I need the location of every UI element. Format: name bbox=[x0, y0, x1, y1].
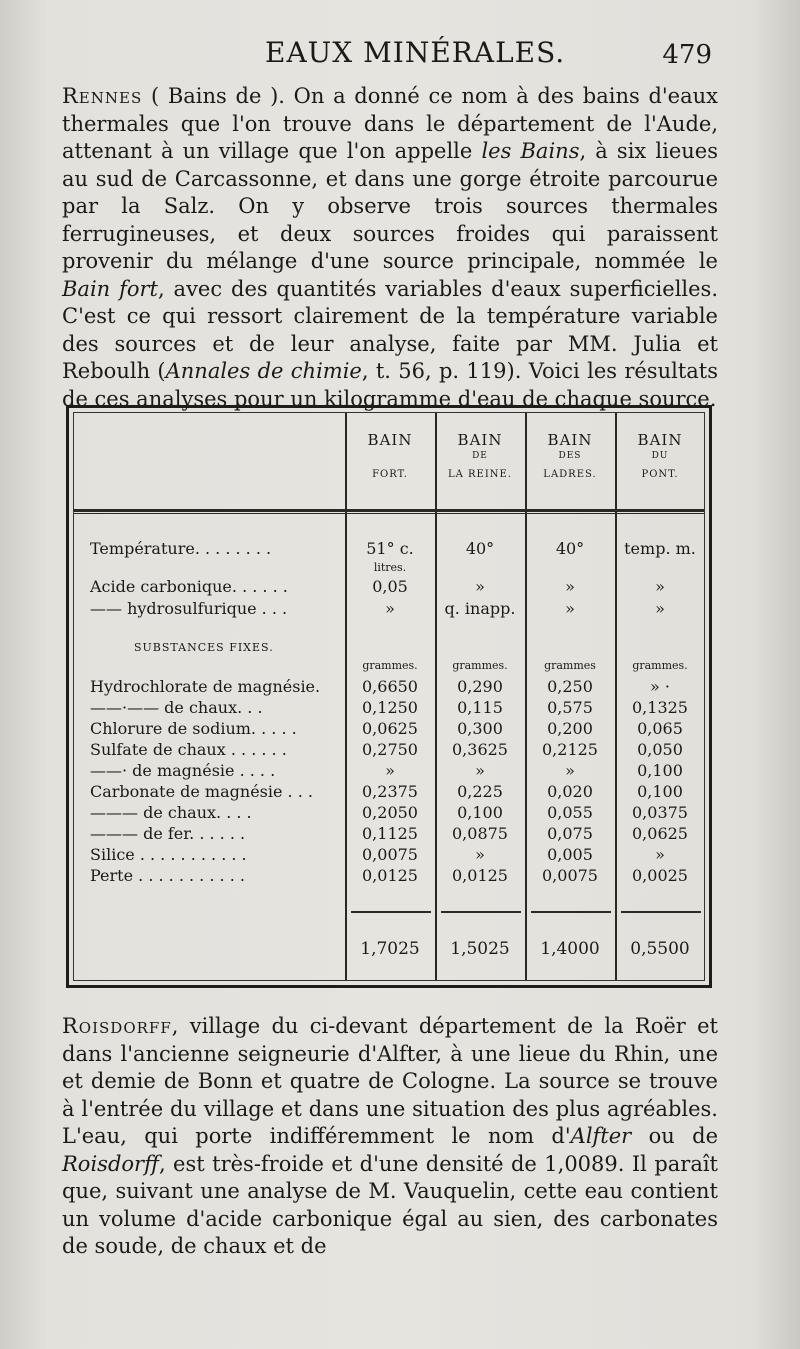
column-divider bbox=[345, 413, 347, 980]
entry-lead: Rennes bbox=[62, 84, 143, 108]
unit-label: grammes. bbox=[362, 659, 418, 672]
row-label: Sulfate de chaux . . . . . . bbox=[90, 740, 287, 759]
cell: » bbox=[565, 577, 575, 596]
cell: 0,200 bbox=[547, 719, 593, 738]
paragraph-roisdorff bbox=[62, 1013, 718, 1261]
column-divider bbox=[435, 413, 437, 980]
cell: 0,0125 bbox=[362, 866, 418, 885]
cell: 0,100 bbox=[637, 782, 683, 801]
cell: » bbox=[475, 577, 485, 596]
header-rule bbox=[74, 509, 704, 512]
row-label-hydrosulfurique: —— hydrosulfurique . . . bbox=[90, 599, 288, 618]
unit-label: grammes. bbox=[632, 659, 688, 672]
cell: 0,065 bbox=[637, 719, 683, 738]
sum-rule bbox=[531, 911, 611, 913]
row-label: ——— de fer. . . . . . bbox=[90, 824, 246, 843]
unit-label: litres. bbox=[373, 561, 407, 574]
row-label: ——— de chaux. . . . bbox=[90, 803, 252, 822]
cell: 0,020 bbox=[547, 782, 593, 801]
cell: 0,300 bbox=[457, 719, 503, 738]
italic-run: Annales de chimie bbox=[165, 359, 362, 383]
cell: 0,3625 bbox=[452, 740, 508, 759]
cell: 0,055 bbox=[547, 803, 593, 822]
cell: 0,005 bbox=[547, 845, 593, 864]
cell: 0,0125 bbox=[452, 866, 508, 885]
row-label: Carbonate de magnésie . . . bbox=[90, 782, 313, 801]
cell: » bbox=[655, 845, 665, 864]
cell: 0,2750 bbox=[362, 740, 418, 759]
text-run: , est très-froide et d'une densité de 1,0089. Il paraît que, suivant une analyse de M. Vauquelin, cette eau contient un volume d'acide carbonique égal au sien, des carbonates de soude, de chaux et de bbox=[62, 1151, 718, 1258]
cell: 40° bbox=[555, 539, 585, 558]
cell: 0,575 bbox=[547, 698, 593, 717]
text-run: , avec des quantités variables d'eaux superficielles. C'est ce qui ressort clairement de la température variable des sources et de leur analyse, faite par MM. Julia et Reboulh ( bbox=[62, 276, 719, 383]
cell: 0,2375 bbox=[362, 782, 418, 801]
cell: » bbox=[565, 761, 575, 780]
cell: » bbox=[475, 761, 485, 780]
cell: » bbox=[655, 599, 665, 618]
cell: temp. m. bbox=[624, 539, 696, 558]
analysis-table bbox=[66, 405, 712, 988]
row-label: Hydrochlorate de magnésie. bbox=[90, 677, 321, 696]
cell: 0,290 bbox=[457, 677, 503, 696]
page-title: EAUX MINÉRALES. bbox=[265, 36, 566, 69]
cell: » bbox=[655, 577, 665, 596]
cell: 0,115 bbox=[457, 698, 503, 717]
sum-rule bbox=[441, 911, 521, 913]
cell: 0,0375 bbox=[632, 803, 688, 822]
cell: 0,1250 bbox=[362, 698, 418, 717]
sum-rule bbox=[351, 911, 431, 913]
column-header-pont: BAIN DU PONT. bbox=[637, 431, 683, 480]
cell: » · bbox=[650, 677, 670, 696]
text-run: ( Bains de ). On a donné ce nom à des bains d'eaux thermales que l'on trouve dans le département de l'Aude, attenant à un village que l'on appelle bbox=[62, 84, 718, 163]
cell: 0,050 bbox=[637, 740, 683, 759]
cell: q. inapp. bbox=[444, 599, 516, 618]
cell: 0,0875 bbox=[452, 824, 508, 843]
unit-label: grammes bbox=[544, 659, 596, 672]
total-cell: 1,5025 bbox=[450, 939, 510, 959]
row-label-acide: Acide carbonique. . . . . . bbox=[90, 577, 288, 596]
sum-rule bbox=[621, 911, 701, 913]
cell: 0,6650 bbox=[362, 677, 418, 696]
italic-run: les Bains bbox=[481, 139, 580, 163]
column-header-fort: BAIN FORT. bbox=[367, 431, 413, 480]
section-heading: SUBSTANCES FIXES. bbox=[134, 641, 274, 654]
cell: 0,0075 bbox=[542, 866, 598, 885]
text-run: , à six lieues au sud de Carcassonne, et dans une gorge étroite parcourue par la Salz. On y observe trois sources thermales ferrugineuses, et deux sources froides qui paraissent provenir du mélange d'une source principale, nommée le bbox=[62, 139, 718, 273]
row-label: ——·—— de chaux. . . bbox=[90, 698, 263, 717]
column-header-reine: BAIN DE LA REINE. bbox=[447, 431, 513, 480]
cell: 40° bbox=[465, 539, 495, 558]
cell: 0,225 bbox=[457, 782, 503, 801]
text-run: , t. 56, p. 119). Voici les résultats de ces analyses pour un kilogramme d'eau de chaque source. bbox=[62, 359, 718, 411]
entry-lead: Roisdorff bbox=[62, 1014, 172, 1038]
paragraph-rennes bbox=[62, 83, 718, 413]
text-run: ou de bbox=[631, 1124, 719, 1148]
cell: » bbox=[385, 761, 395, 780]
text-run: , village du ci-devant département de la Roër et dans l'ancienne seigneurie d'Alfter, à une lieue du Rhin, une et demie de Bonn et quatre de Cologne. La source se trouve à l'entrée du village et dans une situation des plus agréables. L'eau, qui porte indifféremment le nom d' bbox=[62, 1014, 718, 1148]
total-cell: 0,5500 bbox=[630, 939, 690, 959]
header-rule bbox=[74, 513, 704, 514]
total-cell: 1,7025 bbox=[360, 939, 420, 959]
cell: 0,2050 bbox=[362, 803, 418, 822]
column-header-ladres: BAIN DES LADRES. bbox=[543, 431, 597, 480]
row-label: ——· de magnésie . . . . bbox=[90, 761, 276, 780]
cell: 0,0625 bbox=[632, 824, 688, 843]
cell: 51° c. bbox=[366, 539, 414, 558]
italic-run: Alfter bbox=[570, 1124, 632, 1148]
table-frame bbox=[73, 412, 705, 981]
cell: 0,05 bbox=[372, 577, 408, 596]
cell: 0,0025 bbox=[632, 866, 688, 885]
row-label: Chlorure de sodium. . . . . bbox=[90, 719, 297, 738]
italic-run: Bain fort bbox=[62, 276, 158, 301]
cell: 0,1125 bbox=[362, 824, 418, 843]
cell: » bbox=[565, 599, 575, 618]
cell: 0,0625 bbox=[362, 719, 418, 738]
row-label-temperature: Température. . . . . . . . bbox=[90, 539, 272, 558]
total-cell: 1,4000 bbox=[540, 939, 600, 959]
cell: 0,250 bbox=[547, 677, 593, 696]
column-divider bbox=[525, 413, 527, 980]
column-divider bbox=[615, 413, 617, 980]
unit-label: grammes. bbox=[452, 659, 508, 672]
cell: 0,075 bbox=[547, 824, 593, 843]
cell: 0,1325 bbox=[632, 698, 688, 717]
cell: 0,100 bbox=[457, 803, 503, 822]
running-header bbox=[60, 30, 720, 74]
cell: 0,0075 bbox=[362, 845, 418, 864]
cell: 0,100 bbox=[637, 761, 683, 780]
page-number: 479 bbox=[662, 40, 712, 70]
row-label: Perte . . . . . . . . . . . bbox=[90, 866, 245, 885]
cell: » bbox=[475, 845, 485, 864]
cell: 0,2125 bbox=[542, 740, 598, 759]
row-label: Silice . . . . . . . . . . . bbox=[90, 845, 247, 864]
cell: » bbox=[385, 599, 395, 618]
italic-run: Roisdorff bbox=[62, 1151, 159, 1176]
